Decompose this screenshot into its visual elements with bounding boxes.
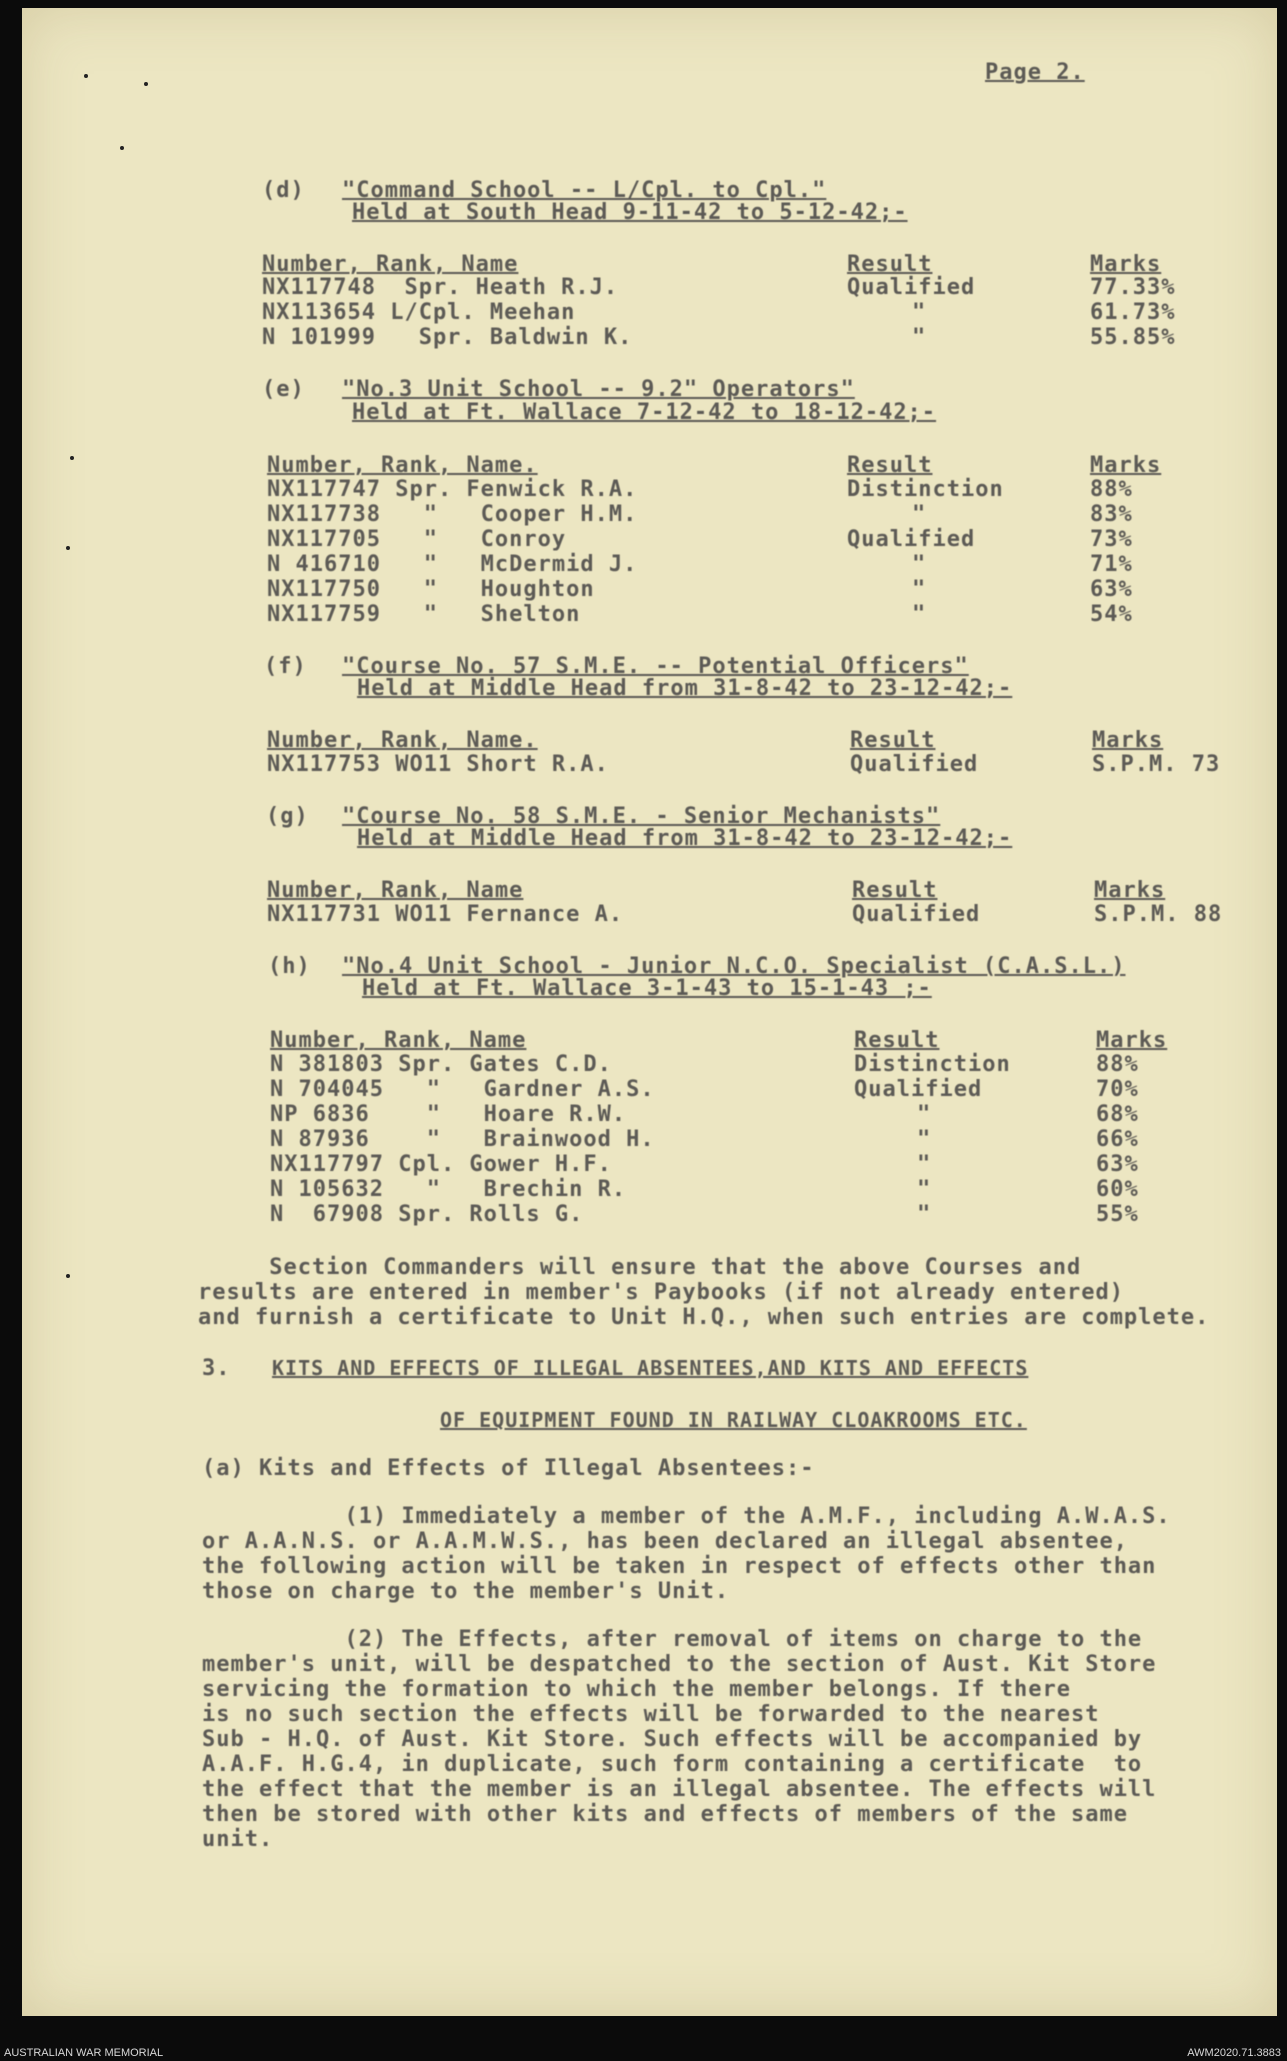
row-marks: 88% bbox=[1096, 1052, 1139, 1077]
punch-mark bbox=[70, 456, 74, 460]
section-title: "No.3 Unit School -- 9.2" Operators" bbox=[342, 377, 855, 402]
row-marks: 71% bbox=[1090, 552, 1133, 577]
row-marks: 61.73% bbox=[1090, 300, 1176, 325]
row-marks: 88% bbox=[1090, 477, 1133, 502]
paragraph-2 bbox=[202, 1627, 1156, 1852]
row-result: Qualified bbox=[852, 902, 981, 927]
row-result: " bbox=[912, 577, 927, 602]
section-title: "Course No. 57 S.M.E. -- Potential Officers" bbox=[342, 654, 969, 679]
subheading-a: (a) Kits and Effects of Illegal Absentees:- bbox=[202, 1456, 815, 1481]
row-marks: 55.85% bbox=[1090, 325, 1176, 350]
header-result: Result bbox=[854, 1028, 940, 1053]
header-name: Number, Rank, Name bbox=[262, 252, 519, 277]
row-result: Qualified bbox=[854, 1077, 983, 1102]
page-number: Page 2. bbox=[985, 60, 1085, 85]
row-name: N 381803 Spr. Gates C.D. bbox=[270, 1052, 612, 1077]
row-result: " bbox=[917, 1202, 932, 1227]
row-name: N 704045 " Gardner A.S. bbox=[270, 1077, 655, 1102]
header-result: Result bbox=[852, 878, 938, 903]
footer-accession-number: AWM2020.71.3883 bbox=[1187, 2047, 1281, 2059]
row-result: Qualified bbox=[850, 752, 979, 777]
punch-mark bbox=[120, 146, 124, 150]
row-name: NX113654 L/Cpl. Meehan bbox=[262, 300, 576, 325]
row-marks: 70% bbox=[1096, 1077, 1139, 1102]
header-marks: Marks bbox=[1096, 1028, 1168, 1053]
section-letter: (d) bbox=[262, 178, 305, 203]
paragraph-line: those on charge to the member's Unit. bbox=[202, 1579, 730, 1604]
section-held: Held at Middle Head from 31-8-42 to 23-12-42;- bbox=[357, 676, 1013, 701]
row-result: " bbox=[917, 1127, 932, 1152]
header-marks: Marks bbox=[1092, 728, 1164, 753]
header-name: Number, Rank, Name bbox=[270, 1028, 527, 1053]
row-result: " bbox=[912, 300, 927, 325]
header-name: Number, Rank, Name bbox=[267, 878, 524, 903]
paragraph-line: is no such section the effects will be forwarded to the nearest bbox=[202, 1702, 1100, 1727]
punch-mark bbox=[66, 546, 70, 550]
paragraph-line: then be stored with other kits and effects of members of the same bbox=[202, 1802, 1128, 1827]
row-name: N 87936 " Brainwood H. bbox=[270, 1127, 655, 1152]
row-marks: 83% bbox=[1090, 502, 1133, 527]
punch-mark bbox=[144, 82, 148, 86]
note-line: Section Commanders will ensure that the above Courses and bbox=[198, 1255, 1082, 1280]
section-note bbox=[198, 1255, 1209, 1330]
header-result: Result bbox=[847, 453, 933, 478]
row-marks: 66% bbox=[1096, 1127, 1139, 1152]
note-line: results are entered in member's Paybooks (if not already entered) bbox=[198, 1280, 1124, 1305]
row-marks: S.P.M. 73 bbox=[1092, 752, 1221, 777]
header-name: Number, Rank, Name. bbox=[267, 453, 538, 478]
section-held: Held at Middle Head from 31-8-42 to 23-12-42;- bbox=[357, 826, 1013, 851]
row-name: NX117731 WO11 Fernance A. bbox=[267, 902, 624, 927]
row-result: " bbox=[912, 502, 927, 527]
row-marks: S.P.M. 88 bbox=[1094, 902, 1223, 927]
row-result: " bbox=[912, 552, 927, 577]
paragraph-1 bbox=[202, 1504, 1171, 1604]
section-letter: (e) bbox=[262, 377, 305, 402]
footer-archive-name: AUSTRALIAN WAR MEMORIAL bbox=[4, 2047, 164, 2059]
row-result: " bbox=[912, 325, 927, 350]
row-marks: 54% bbox=[1090, 602, 1133, 627]
row-name: N 67908 Spr. Rolls G. bbox=[270, 1202, 584, 1227]
row-result: Qualified bbox=[847, 527, 976, 552]
section-letter: (h) bbox=[268, 954, 311, 979]
heading-line-1: KITS AND EFFECTS OF ILLEGAL ABSENTEES,AND KITS AND EFFECTS bbox=[272, 1356, 1029, 1380]
section-held: Held at South Head 9-11-42 to 5-12-42;- bbox=[352, 200, 908, 225]
row-result: Distinction bbox=[847, 477, 1004, 502]
row-marks: 60% bbox=[1096, 1177, 1139, 1202]
section-letter: (f) bbox=[264, 654, 307, 679]
paragraph-line: the following action will be taken in respect of effects other than bbox=[202, 1554, 1157, 1579]
row-result: " bbox=[917, 1152, 932, 1177]
row-result: Distinction bbox=[854, 1052, 1011, 1077]
header-marks: Marks bbox=[1094, 878, 1166, 903]
row-marks: 77.33% bbox=[1090, 275, 1176, 300]
row-marks: 55% bbox=[1096, 1202, 1139, 1227]
header-marks: Marks bbox=[1090, 252, 1162, 277]
row-result: " bbox=[912, 602, 927, 627]
row-result: " bbox=[917, 1102, 932, 1127]
row-name: NX117750 " Houghton bbox=[267, 577, 595, 602]
punch-mark bbox=[84, 74, 88, 78]
row-name: NX117759 " Shelton bbox=[267, 602, 581, 627]
row-name: NX117753 WO11 Short R.A. bbox=[267, 752, 609, 777]
paragraph-line: member's unit, will be despatched to the section of Aust. Kit Store bbox=[202, 1652, 1157, 1677]
header-name: Number, Rank, Name. bbox=[267, 728, 538, 753]
section-held: Held at Ft. Wallace 7-12-42 to 18-12-42;- bbox=[352, 400, 937, 425]
row-name: N 105632 " Brechin R. bbox=[270, 1177, 627, 1202]
row-name: N 416710 " McDermid J. bbox=[267, 552, 638, 577]
header-marks: Marks bbox=[1090, 453, 1162, 478]
header-result: Result bbox=[847, 252, 933, 277]
punch-mark bbox=[66, 1274, 70, 1278]
paragraph-line: (1) Immediately a member of the A.M.F., including A.W.A.S. bbox=[202, 1504, 1171, 1529]
note-line: and furnish a certificate to Unit H.Q., when such entries are complete. bbox=[198, 1305, 1210, 1330]
row-result: Qualified bbox=[847, 275, 976, 300]
row-name: NX117705 " Conroy bbox=[267, 527, 567, 552]
section-letter: (g) bbox=[266, 804, 309, 829]
paragraph-line: A.A.F. H.G.4, in duplicate, such form containing a certificate to bbox=[202, 1752, 1143, 1777]
paragraph-line: the effect that the member is an illegal absentee. The effects will bbox=[202, 1777, 1157, 1802]
heading-line-2: OF EQUIPMENT FOUND IN RAILWAY CLOAKROOMS ETC. bbox=[440, 1408, 1027, 1432]
row-name: NP 6836 " Hoare R.W. bbox=[270, 1102, 627, 1127]
header-result: Result bbox=[850, 728, 936, 753]
row-name: NX117738 " Cooper H.M. bbox=[267, 502, 638, 527]
heading-number: 3. bbox=[202, 1356, 231, 1381]
row-result: " bbox=[917, 1177, 932, 1202]
paragraph-line: Sub - H.Q. of Aust. Kit Store. Such effects will be accompanied by bbox=[202, 1727, 1143, 1752]
section-title: "No.4 Unit School - Junior N.C.O. Specialist (C.A.S.L.) bbox=[342, 954, 1126, 979]
row-marks: 73% bbox=[1090, 527, 1133, 552]
row-marks: 63% bbox=[1096, 1152, 1139, 1177]
row-name: NX117797 Cpl. Gower H.F. bbox=[270, 1152, 612, 1177]
paragraph-line: servicing the formation to which the member belongs. If there bbox=[202, 1677, 1071, 1702]
row-marks: 68% bbox=[1096, 1102, 1139, 1127]
paragraph-line: (2) The Effects, after removal of items on charge to the bbox=[202, 1627, 1143, 1652]
section-held: Held at Ft. Wallace 3-1-43 to 15-1-43 ;- bbox=[362, 976, 932, 1001]
section-title: "Course No. 58 S.M.E. - Senior Mechanists" bbox=[342, 804, 941, 829]
row-marks: 63% bbox=[1090, 577, 1133, 602]
document-page bbox=[22, 8, 1277, 2016]
row-name: N 101999 Spr. Baldwin K. bbox=[262, 325, 633, 350]
section-title: "Command School -- L/Cpl. to Cpl." bbox=[342, 178, 827, 203]
row-name: NX117748 Spr. Heath R.J. bbox=[262, 275, 619, 300]
paragraph-line: or A.A.N.S. or A.A.M.W.S., has been declared an illegal absentee, bbox=[202, 1529, 1128, 1554]
row-name: NX117747 Spr. Fenwick R.A. bbox=[267, 477, 638, 502]
paragraph-line: unit. bbox=[202, 1827, 274, 1852]
